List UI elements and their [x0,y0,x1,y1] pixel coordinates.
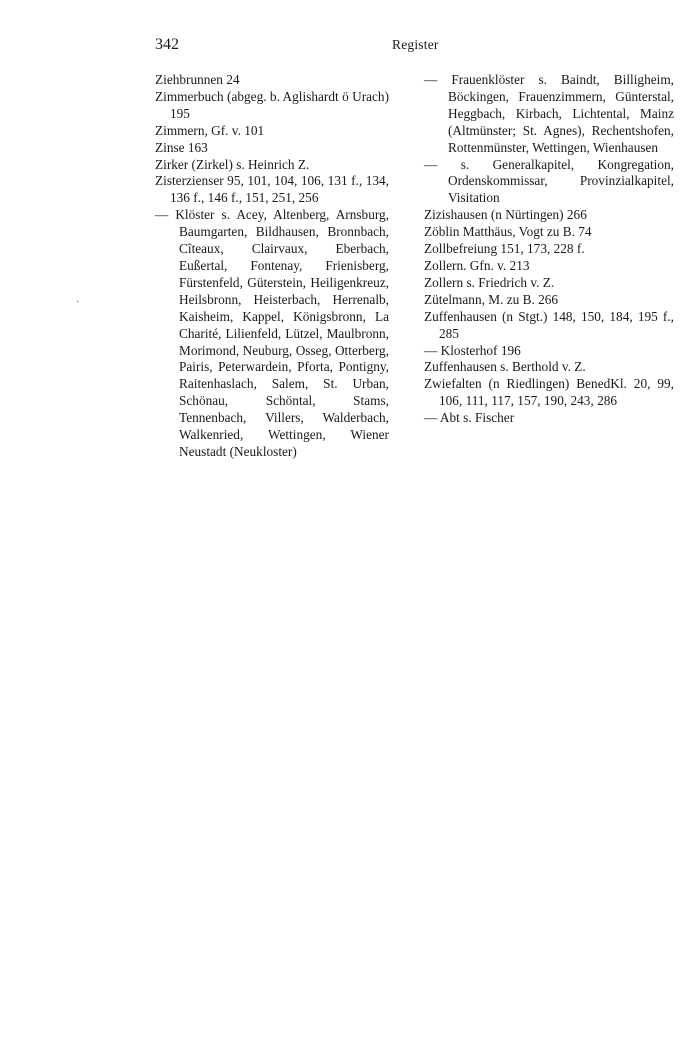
index-entry: Zizishausen (n Nürtingen) 266 [424,207,587,223]
index-subentry: — s. Generalkapitel, Kongregation, Ordenskommissar, Provinzialkapitel, Visitation [424,156,674,206]
running-head: Register [392,37,439,52]
index-entry: Zöblin Matthäus, Vogt zu B. 74 [424,224,592,240]
index-entry: Zuffenhausen (n Stgt.) 148, 150, 184, 195 f., 285 [424,308,674,341]
index-subentry: — Abt s. Fischer [424,410,515,426]
index-entry: Zimmern, Gf. v. 101 [155,122,265,138]
index-entry: Zütelmann, M. zu B. 266 [424,291,559,307]
index-entry: Zimmerbuch (abgeg. b. Aglishardt ö Urach) 195 [155,88,389,121]
index-entry: Zinse 163 [155,139,208,155]
index-entry: Ziehbrunnen 24 [155,72,240,87]
stray-dot: · [76,297,80,308]
index-entry: Zirker (Zirkel) s. Heinrich Z. [155,156,310,172]
index-column-right [424,72,674,427]
index-entry: Zwiefalten (n Riedlingen) BenedKl. 20, 99, 106, 111, 117, 157, 190, 243, 286 [424,376,674,409]
page-number: 342 [155,36,179,53]
index-entry: Zisterzienser 95, 101, 104, 106, 131 f., 134, 136 f., 146 f., 151, 251, 256 [155,173,389,206]
index-subentry: — Klosterhof 196 [424,342,521,358]
index-column-left [155,72,389,461]
index-entry: Zuffenhausen s. Berthold v. Z. [424,359,586,375]
index-entry: Zollbefreiung 151, 173, 228 f. [424,241,585,257]
index-entry: Zollern. Gfn. v. 213 [424,257,530,273]
index-subentry: — Klöster s. Acey, Altenberg, Arnsburg, Baumgarten, Bildhausen, Bronnbach, Cîteaux, Clairvaux, Eberbach, Eußertal, Fontenay, Frienisberg, Fürstenfeld, Güterstein, Heiligenkreuz, Heilsbronn, Heisterbach, Herrenalb, Kaisheim, Kappel, Königsbronn, La Charité, Lilienfeld, Lützel, Maulbronn, Morimond, Neuburg, Osseg, Otterberg, Pairis, Peterwardein, Pforta, Pontigny, Raitenhaslach, Salem, St. Urban, Schönau, Schöntal, Stams, Tennenbach, Villers, Walderbach, Walkenried, Wettingen, Wiener Neustadt (Neukloster) [155,207,389,459]
index-entry: Zollern s. Friedrich v. Z. [424,274,555,290]
index-subentry: — Frauenklöster s. Baindt, Billigheim, Böckingen, Frauenzimmern, Günterstal, Heggbach, Kirbach, Lichtental, Mainz (Altmünster; St. Agnes), Rechentshofen, Rottenmünster, Wettingen, Wienhausen [424,72,674,155]
